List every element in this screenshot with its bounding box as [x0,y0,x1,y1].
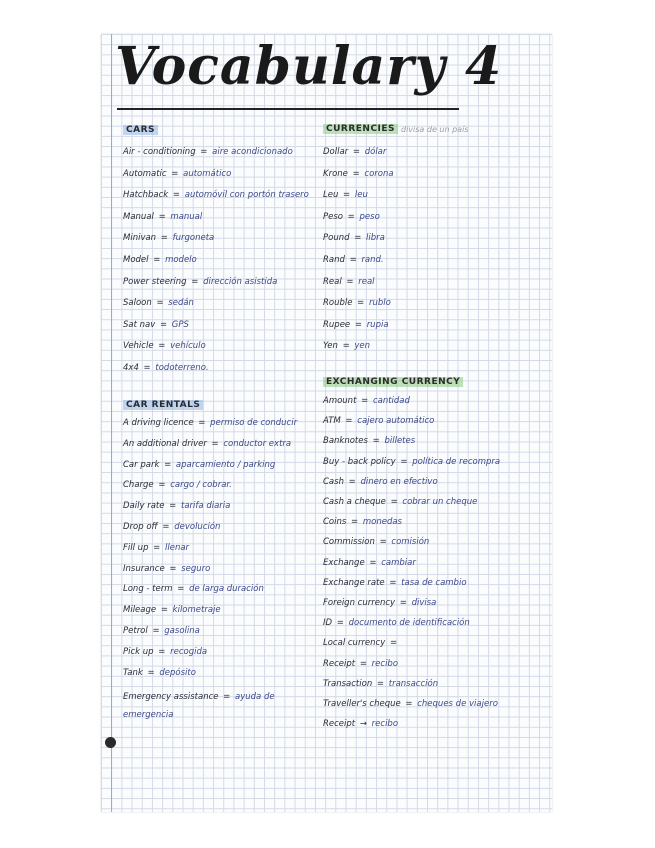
section-heading-cars: CARS [123,125,158,135]
vocab-translation: aire acondicionado [212,147,293,157]
vocab-translation: comisión [391,537,430,548]
vocab-term: Pick up [123,646,154,657]
currencies-note: divisa de un país [401,125,469,134]
vocab-term: A driving licence [123,418,194,428]
vocab-entry [323,341,370,351]
vocab-translation: llenar [165,542,190,553]
equals-sign: = [348,517,361,528]
equals-sign: = [357,658,370,669]
vocab-entry [323,255,384,265]
vocab-term: Air - conditioning [123,147,196,157]
equals-sign: = [197,147,211,157]
equals-sign: → [357,719,370,730]
vocab-translation: cheques de viajero [417,699,498,709]
section-heading-exchanging-currency: EXCHANGING CURRENCY [323,377,463,387]
vocab-entry [323,212,380,222]
equals-sign: = [149,626,163,636]
vocab-entry [323,517,402,527]
vocab-translation: automático [183,168,232,179]
vocab-term: Charge [123,480,154,491]
vocab-translation: automóvil con portón trasero [184,190,309,201]
vocab-term: Yen [323,341,338,352]
vocab-term: Cash a cheque [323,497,386,507]
vocab-translation: aparcamiento / parking [175,459,276,470]
vocab-translation: divisa [411,598,437,608]
equals-sign: = [166,563,180,574]
vocab-term: Model [123,255,149,265]
vocab-term: Commission [323,537,375,548]
vocab-entry [323,436,415,446]
vocab-entry [323,277,375,287]
vocab-term: Local currency [323,638,386,649]
vocab-term: Leu [323,190,339,201]
equals-sign: = [387,497,401,507]
vocab-entry [123,169,231,179]
vocab-translation: tarifa diaria [181,501,231,512]
vocab-translation: vehículo [170,341,206,352]
equals-sign: = [155,211,169,222]
equals-sign: = [153,298,167,309]
vocab-translation: sedán [168,298,194,309]
margin-line [111,34,112,812]
vocab-term: Cash [323,476,344,487]
equals-sign: = [343,276,357,287]
vocab-term: Banknotes [323,436,368,447]
vocab-translation: cambiar [381,557,416,568]
vocab-entry [123,190,309,200]
vocab-entry [123,320,189,330]
section-heading-car-rentals: CAR RENTALS [123,400,203,410]
vocab-translation: conductor extra [223,438,292,449]
vocab-entry [123,501,230,511]
vocab-translation: recibo [371,658,399,669]
equals-sign: = [340,190,353,201]
vocab-entry [323,169,394,179]
vocab-term: Emergency assistance [123,692,219,703]
page-title: Vocabulary 4 [115,36,503,97]
equals-sign: = [157,319,170,330]
vocab-translation: seguro [181,563,211,574]
equals-sign: = [158,605,171,616]
vocab-entry [123,439,291,449]
vocab-entry [323,233,385,243]
equals-sign: = [144,667,158,678]
vocab-entry [123,363,209,373]
vocab-translation: cargo / cobrar. [170,480,232,491]
vocab-translation: libra [366,233,385,244]
vocab-translation: depósito [159,667,196,678]
vocab-translation: documento de identificación [348,618,470,629]
vocab-entry [123,668,196,678]
vocab-term: Manual [123,211,154,222]
vocab-term: Transaction [323,678,373,689]
vocab-term: ID [323,618,333,629]
vocab-entry [323,719,398,729]
vocab-term: Traveller's cheque [323,699,401,709]
equals-sign: = [208,438,222,449]
vocab-term: Vehicle [123,341,154,352]
vocab-entry [123,647,207,657]
vocab-translation: cajero automático [357,416,435,427]
vocab-term: Insurance [123,563,165,574]
vocab-translation: recogida [170,646,208,657]
vocab-translation: ayuda de emergencia [123,692,275,721]
equals-sign: = [150,542,163,553]
equals-sign: = [220,692,234,703]
vocab-term: Receipt [323,719,356,730]
vocab-term: Exchange [323,557,365,568]
vocab-entry [323,598,436,608]
vocab-term: Rand [323,255,345,265]
vocab-entry [323,147,386,157]
vocab-entry [323,416,434,426]
section-heading-currencies: CURRENCIES [323,124,398,134]
equals-sign: = [352,319,365,330]
vocab-translation: rublo [369,298,391,309]
vocab-translation: rupia [366,319,389,330]
vocab-term: Daily rate [123,501,165,512]
vocab-entry [123,277,277,287]
vocab-entry [123,418,297,428]
equals-sign: = [366,557,380,568]
equals-sign: = [155,341,169,352]
vocab-term: Krone [323,168,348,179]
equals-sign: = [344,211,358,222]
vocab-translation: peso [359,211,380,222]
equals-sign: = [140,363,154,373]
vocab-term: Sat nav [123,319,156,330]
vocab-entry [323,679,438,689]
vocab-entry [323,320,389,330]
vocab-term: Buy - back policy [323,456,396,467]
vocab-translation: billetes [384,436,416,447]
vocab-term: Long - term [123,584,173,595]
equals-sign: = [354,298,368,309]
vocab-entry [323,659,398,669]
equals-sign: = [155,646,169,657]
vocab-entry [123,212,202,222]
equals-sign: = [158,233,171,244]
vocab-term: Amount [323,396,357,406]
vocab-translation: modelo [165,255,197,265]
vocab-term: Car park [123,459,160,470]
vocab-term: Peso [323,211,343,222]
vocab-translation: rand. [361,255,384,265]
vocab-term: Rupee [323,319,351,330]
vocab-translation: gasolina [164,626,200,636]
vocab-term: Minivan [123,233,157,244]
vocab-term: Mileage [123,605,157,616]
vocab-entry [323,699,498,709]
equals-sign: = [346,255,360,265]
vocab-term: Real [323,276,342,287]
vocab-term: Fill up [123,542,149,553]
vocab-translation: devolución [174,522,221,532]
equals-sign: = [339,341,353,352]
equals-sign: = [150,255,164,265]
vocab-translation: tasa de cambio [401,577,467,588]
vocab-term: Foreign currency [323,598,396,608]
equals-sign: = [349,168,363,179]
equals-sign: = [168,168,182,179]
vocab-term: Power steering [123,276,187,287]
equals-sign: = [174,584,188,595]
vocab-entry [123,298,194,308]
vocab-term: Drop off [123,522,158,532]
equals-sign: = [376,537,390,548]
vocab-entry [123,233,214,243]
vocab-entry [123,147,293,157]
vocab-entry [323,477,438,487]
vocab-term: Receipt [323,658,356,669]
vocab-term: Automatic [123,168,167,179]
vocab-translation: todoterreno. [155,363,209,373]
vocab-entry [323,537,429,547]
equals-sign: = [188,276,202,287]
vocab-entry [123,543,189,553]
vocab-translation: política de recompra [412,456,501,467]
vocab-translation: kilometraje [172,605,221,616]
equals-sign: = [155,480,169,491]
equals-sign: = [170,190,183,201]
vocab-translation: dirección asistida [203,276,278,287]
vocab-translation: transacción [388,678,439,689]
equals-sign: = [166,501,180,512]
equals-sign: = [386,577,400,588]
vocab-term: Petrol [123,626,148,636]
equals-sign: = [387,638,398,649]
equals-sign: = [351,233,365,244]
vocab-term: An additional driver [123,438,207,449]
vocab-entry [123,255,197,265]
vocab-entry [123,626,200,636]
vocab-term: Dollar [323,147,349,157]
equals-sign: = [369,436,383,447]
vocab-term: ATM [323,416,341,427]
equals-sign: = [161,459,174,470]
vocab-entry [123,605,221,615]
vocab-entry [123,584,264,594]
vocab-translation: manual [170,211,203,222]
vocab-entry [323,190,368,200]
vocab-translation: monedas [362,517,402,528]
vocab-term: Tank [123,667,143,678]
vocab-term: Pound [323,233,350,244]
vocab-entry [123,688,283,724]
vocab-translation: furgoneta [172,233,215,244]
vocab-term: Hatchback [123,190,169,201]
binder-hole [105,737,116,748]
equals-sign: = [358,396,371,406]
vocab-term: Rouble [323,298,353,309]
vocab-entry [123,341,206,351]
vocab-entry [323,578,467,588]
vocab-translation: permiso de conducir [210,418,298,428]
equals-sign: = [334,618,347,629]
vocab-translation: recibo [371,719,399,730]
equals-sign: = [397,456,411,467]
vocab-entry [123,480,232,490]
vocab-term: Saloon [123,298,152,309]
vocab-entry [323,638,399,648]
equals-sign: = [345,476,359,487]
vocab-entry [323,497,477,507]
vocab-entry [123,522,220,532]
vocab-translation: yen [354,341,371,352]
equals-sign: = [195,418,209,428]
vocab-translation: dólar [364,147,387,157]
notebook-page [101,34,552,812]
title-underline [117,108,459,110]
vocab-translation: cantidad [372,396,410,406]
vocab-translation: GPS [171,319,189,330]
vocab-entry [323,618,470,628]
equals-sign: = [350,147,363,157]
equals-sign: = [159,522,173,532]
equals-sign: = [402,699,416,709]
vocab-entry [123,460,275,470]
vocab-term: Coins [323,517,347,528]
vocab-translation: leu [354,190,368,201]
vocab-term: 4x4 [123,363,139,373]
vocab-translation: de larga duración [189,584,264,595]
vocab-translation: dinero en efectivo [360,476,438,487]
vocab-term: Exchange rate [323,577,385,588]
vocab-translation: real [358,276,375,287]
vocab-translation: corona [364,168,394,179]
equals-sign: = [397,598,410,608]
vocab-entry [123,564,210,574]
vocab-entry [323,457,500,467]
vocab-entry [323,558,416,568]
equals-sign: = [374,678,387,689]
vocab-entry [323,298,391,308]
equals-sign: = [342,416,356,427]
vocab-entry [323,396,410,406]
vocab-translation: cobrar un cheque [402,497,478,507]
